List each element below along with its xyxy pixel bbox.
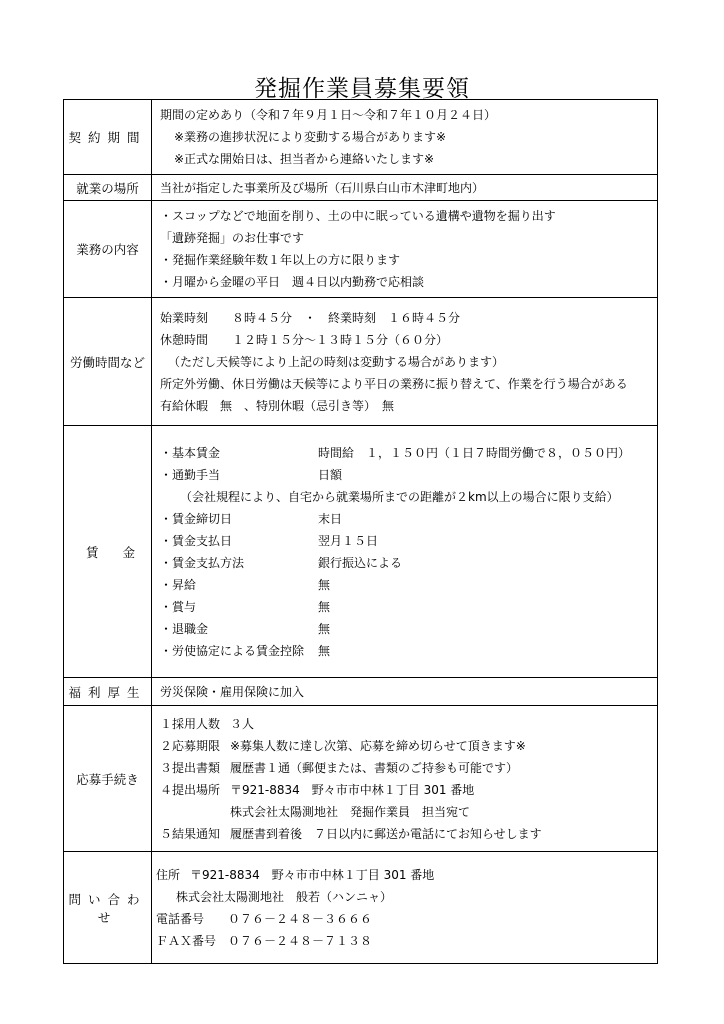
label-working-hours: 労働時間など — [69, 354, 145, 370]
hours-line-2: 休憩時間 １２時１５分～１３時１５分（６０分） — [160, 332, 449, 347]
row-contact — [64, 852, 658, 964]
contact-fax: ＦＡＸ番号 ０７６－２４８－７１３８ — [156, 933, 373, 948]
label-wages-2: 金 — [122, 544, 135, 560]
label-contact: 問い合わせ — [68, 891, 147, 925]
wage-row-note: （会社規程により、自宅から就業場所までの距離が２km以上の場合に限り支給） — [180, 489, 619, 504]
wage-row: ・労使協定による賃金控除 無 — [160, 643, 331, 658]
duties-line-4: ・月曜から金曜の平日 週４日以内勤務で応相談 — [160, 275, 425, 289]
apply-row: ４提出場所 〒921-8834 野々市市中林１丁目 301 番地 — [160, 782, 475, 797]
apply-row: １採用人数 ３人 — [160, 716, 255, 731]
contact-company: 株式会社太陽測地社 般若（ハンニャ） — [176, 889, 393, 904]
apply-row: 株式会社太陽測地社 発掘作業員 担当宛て — [230, 804, 471, 819]
location-line-1: 当社が指定した事業所及び場所（石川県白山市木津町地内） — [160, 180, 485, 195]
apply-row: ２応募期限 ※募集人数に達し次第、応募を締め切らせて頂きます※ — [160, 738, 526, 753]
wage-row: ・昇給 無 — [160, 577, 331, 592]
recruitment-table — [63, 99, 658, 964]
label-wages-1: 賃 — [86, 544, 99, 560]
wage-row: ・通勤手当 日額 — [160, 467, 343, 482]
hours-line-1: 始業時刻 ８時４５分 ・ 終業時刻 １６時４５分 — [160, 310, 461, 325]
row-job-description — [64, 201, 658, 298]
contact-phone: 電話番号 ０７６－２４８－３６６６ — [156, 911, 373, 926]
label-work-location: 就業の場所 — [76, 180, 139, 196]
wage-row: ・賃金締切日 末日 — [160, 511, 343, 526]
wage-row: ・賃金支払方法 銀行振込による — [160, 555, 403, 570]
wage-row: ・退職金 無 — [160, 621, 331, 636]
label-welfare: 福利厚生 — [68, 684, 147, 700]
duties-line-2: 「遺跡発掘」のお仕事です — [160, 231, 305, 245]
contract-line-1: 期間の定めあり（令和７年９月１日～令和７年１０月２４日） — [160, 108, 497, 122]
label-application: 応募手続き — [76, 771, 139, 787]
contact-address: 住所 〒921-8834 野々市市中林１丁目 301 番地 — [156, 867, 435, 882]
hours-line-4: 所定外労働、休日労働は天候等により平日の業務に振り替えて、作業を行う場合がある — [160, 376, 628, 391]
wage-row: ・賞与 無 — [160, 599, 331, 614]
hours-line-3: （ただし天候等により上記の時刻は変動する場合があります） — [168, 354, 505, 369]
contract-line-3: ※正式な開始日は、担当者から連絡いたします※ — [174, 152, 435, 166]
label-job-description: 業務の内容 — [76, 242, 139, 257]
row-working-hours — [64, 298, 658, 426]
row-welfare — [64, 678, 658, 706]
apply-row: ５結果通知 履歴書到着後 ７日以内に郵送か電話にてお知らせします — [160, 826, 542, 841]
hours-line-5: 有給休暇 無 、特別休暇（忌引き等） 無 — [160, 398, 395, 413]
wage-row: ・賃金支払日 翌月１５日 — [160, 533, 379, 548]
document-title: 発掘作業員募集要領 — [254, 76, 470, 102]
contract-line-2: ※業務の進捗状況により変動する場合があります※ — [174, 130, 447, 144]
welfare-line-1: 労災保険・雇用保険に加入 — [160, 684, 305, 699]
row-contract-period — [64, 100, 658, 175]
duties-line-3: ・発掘作業経験年数１年以上の方に限ります — [160, 253, 401, 267]
row-wages — [64, 426, 658, 678]
apply-row: ３提出書類 履歴書１通（郵便または、書類のご持参も可能です） — [160, 760, 519, 775]
label-contract-period: 契約期間 — [68, 130, 147, 145]
wage-row: ・基本賃金 時間給 １，１５０円（１日７時間労働で８，０５０円） — [160, 445, 631, 460]
row-work-location — [64, 175, 658, 201]
row-application — [64, 706, 658, 852]
duties-line-1: ・スコップなどで地面を削り、土の中に眠っている遺構や遺物を掘り出す — [160, 209, 556, 223]
